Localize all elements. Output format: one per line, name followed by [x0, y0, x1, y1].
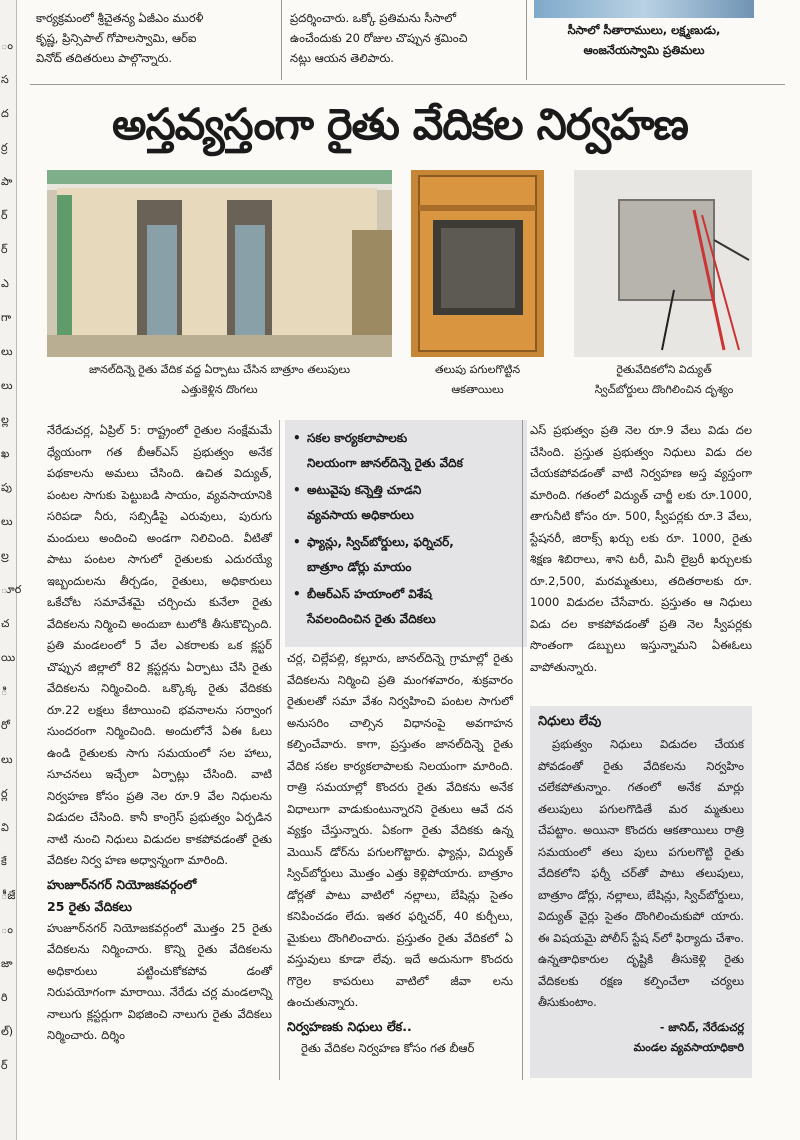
- article-paragraph: చర్ల, చిల్లేపల్లి, కల్లూరు, జానల్‌దిన్నె గ్రామాల్లో రైతు వేదికలను నిర్మించి ప్రతి మంగళవారం, శుక్రవారం రైతులతో సమా వేశం నిర్వహించి పంటల సాగులో అనుసరిం చాల్సిన విధానంపై అవగాహన కల్పించేవారు. కాగా, ప్రస్తుతం జానల్‌దిన్నె రైతు వేదిక సకల కార్యకలాపాలకు నిలయంగా మారింది. రాత్రి సమయాల్లో కొందరు రైతు వేదికను అనేక విధాలుగా వాడుకుంటున్నారని రైతులు ఆవే దన వ్యక్తం చేస్తున్నారు. ఏకంగా రైతు వేదికకు ఉన్న మెయిన్ డోర్‌ను పగులగొట్టారు. ఫ్యాన్లు, విద్యుత్ స్విచ్‌బోర్డులు మొత్తం ఎత్తు కెళ్లిపోయారు. బాత్రూం డోర్లతో పాటు వాటిలో నల్లాలు, బేషిన్లు సైతం కనిపించడం లేదు. ఇతర ఫర్నిచర్, 40 కుర్చీలు, మైకులు దొంగిలించారు. ప్రస్తుతం రైతు వేదికలో ఏ వస్తువులు కూడా లేవు. ఇదే అదునుగా కొందరు గొర్రెల కాపరులు వాటిలో జీవా లను ఉంచుతున్నారు.: [287, 651, 513, 1009]
- column-divider: [281, 0, 282, 80]
- subheading: 25 రైతు వేదికలు: [47, 898, 132, 914]
- caption-line: ఎత్తుకెళ్లిన దొంగలు: [181, 383, 258, 396]
- photo3-caption: [566, 360, 762, 400]
- strip-glyph: ర్: [1, 209, 8, 222]
- strip-glyph: పు: [1, 481, 12, 494]
- strip-glyph: రి: [1, 991, 8, 1004]
- photo-switchboard: [574, 170, 752, 357]
- article-column-3: [530, 420, 752, 678]
- highlight-line: నిలయంగా జానల్‌దిన్నె రైతు వేదిక: [307, 456, 463, 470]
- column-divider: [522, 420, 523, 1080]
- strip-glyph: ి: [1, 685, 8, 698]
- strip-glyph: జా: [1, 957, 13, 970]
- switchboard-illustration: [574, 170, 752, 357]
- bathroom-illustration: [47, 170, 392, 357]
- caption-line: ఆకతాయిలు: [451, 383, 504, 396]
- caption-line: స్విచ్‌బోర్డులు దొంగిలించిన దృశ్యం: [594, 383, 734, 396]
- article-paragraph: నేరేడుచర్ల, ఏప్రిల్ 5: రాష్ట్రంలో రైతుల సంక్షేమమే ధ్యేయంగా గత బీఆర్ఎస్ ప్రభుత్వం అనేక పథకాలను అమలు చేసింది. ఉచిత విద్యుత్, పంటల సాగుకు పెట్టుబడి సాయం, వ్యవసాయానికి సరిపడా నీరు, సబ్సిడీపై ఎరువులు, పురుగు మందులు అందించి అండగా నిలిచింది. వీటితో పాటు పంటల సాగులో రైతులకు ఎదురయ్యే ఇబ్బందులను తీర్చడం, రైతులు, అధికారులు ఒకేచోట సమావేశమై చర్చించు కునేలా రైతు వేదికలను నిర్మించి అందుబా టులోకి తీసుకొచ్చింది. ప్రతి మండలంలో 5 వేల ఎకరాలకు ఒక క్లస్టర్ చొప్పున జిల్లాలో 82 క్లస్టర్లను ఏర్పాటు చేసి రైతు వేదికలను నిర్మించింది. ఒక్కొక్క రైతు వేదికకు రూ.22 లక్షలు కేటాయించి భవనాలను సర్వాంగ సుందరంగా నిర్మించింది. అందులోనే ఏఈ ఓలు ఉండి రైతులకు సాగు సమయంలో సల హాలు, సూచనలు ఇచ్చేలా ఏర్పాట్లు చేసింది. వాటి నిర్వహణ కోసం ప్రతి నెల రూ.9 వేల నిధులను విడుదల చేసింది. కానీ కాంగ్రెస్ ప్రభుత్వం ఏర్పడిన నాటి నుంచి నిధులు విడుదల కాకపోవడంతో రైతు వేదికల నిర్వ హణ అధ్వాన్నంగా మారింది.: [47, 423, 272, 867]
- column-divider: [526, 0, 527, 80]
- headline: అస్తవ్యస్తంగా రైతు వేదికల నిర్వహణ: [112, 100, 688, 150]
- strip-glyph: ం: [1, 923, 13, 936]
- text-line: కృష్ణ, ప్రిన్సిపాల్ గోపాలస్వామి, ఆర్ఐ: [36, 31, 197, 45]
- highlight-line: బీఆర్ఎస్ హయాంలో విశేష: [307, 587, 432, 601]
- highlight-line: ఫ్యాన్లు, స్విచ్‌బోర్డులు, ఫర్నిచర్,: [307, 535, 454, 549]
- strip-glyph: లు: [1, 379, 13, 392]
- strip-glyph: యి: [1, 651, 16, 664]
- adjacent-article-strip: [0, 0, 22, 1140]
- strip-glyph: ర్ల: [1, 787, 8, 800]
- bullet-dot-icon: •: [293, 587, 301, 601]
- highlights-box: [285, 420, 527, 647]
- sidebar-signature-role: మండల వ్యవసాయాధికారి: [633, 1040, 744, 1054]
- strip-glyph: ద: [1, 107, 9, 120]
- strip-glyph: ూర: [1, 583, 22, 596]
- caption-line: రైతువేదికలోని విద్యుత్: [616, 363, 712, 376]
- strip-glyph: గా: [1, 311, 12, 324]
- article-paragraph: హుజూర్‌నగర్ నియోజకవర్గంలో మొత్తం 25 రైతు వేదికలను నిర్మించారు. కొన్ని రైతు వేదికలను అధికారులు పట్టించుకోకపోవ డంతో నిరుపయోగంగా మారాయి. నేరేడు చర్ల మండలాన్ని నాలుగు క్లస్టర్లుగా విభజించి నాలుగు రైతు వేదికలు నిర్మించారు. దిర్శిం: [47, 920, 272, 1042]
- highlight-line: బాత్రూం డోర్లు మాయం: [307, 560, 412, 574]
- article-paragraph: ఎస్ ప్రభుత్వం ప్రతి నెల రూ.9 వేలు విడు దల చేసింది. ప్రస్తుత ప్రభుత్వం నిధులు విడు దల చేయకపోవడంతో వాటి నిర్వహణ అస్త వ్యస్తంగా మారింది. గతంలో విద్యుత్ చార్జీ లకు రూ.1000, తాగునీటి కోసం రూ. 500, స్వీపర్లకు రూ.3 వేలు, స్టేషనరీ, జిరాక్స్ ఖర్చు లకు రూ. 1000, రైతు శిక్షణ శిబిరాలు, శాని టరీ, మినీ లైబ్రరీ ఖర్చులకు రూ.2,500, మరమ్మతులు, తదితరాలకు రూ. 1000 విడుదల చేసేవారు. ప్రస్తుతం ఆ నిధులు విడు దల కాకపోవడంతో ప్రతి నెల స్వీపర్లకు సొంతంగా డబ్బులు ఇస్తున్నామని ఏఈఓలు వాపోతున్నారు.: [530, 423, 752, 674]
- top-column-2: [290, 8, 522, 68]
- strip-glyph: వి: [1, 821, 9, 834]
- strip-glyph: ల్): [1, 1025, 14, 1038]
- article-column-2: [287, 648, 513, 1059]
- caption-line: జానల్‌దిన్నె రైతు వేదిక వద్ద ఏర్పాటు చేసిన బాత్రూం తలుపులు: [89, 363, 350, 376]
- strip-glyph: చ: [1, 617, 10, 630]
- strip-glyph: లు: [1, 753, 13, 766]
- highlight-line: వ్యవసాయ అధికారులు: [307, 508, 414, 522]
- strip-glyph: ల్ర: [1, 549, 9, 562]
- text-line: ప్రదర్శించారు. ఒక్కో ప్రతిమను సీసాలో: [290, 11, 457, 25]
- highlight-line: అటువైపు కన్నెత్తి చూడని: [307, 483, 422, 497]
- highlight-line: సకల కార్యకలాపాలకు: [307, 431, 408, 445]
- strip-glyph: ల్ల: [1, 413, 9, 426]
- subheading: హుజూర్‌నగర్ నియోజకవర్గంలో: [47, 876, 197, 892]
- top-photo: [534, 0, 754, 18]
- strip-glyph: ఎ: [1, 277, 9, 290]
- bullet-dot-icon: •: [293, 431, 301, 445]
- photo-broken-door: [411, 170, 544, 357]
- strip-glyph: లు: [1, 515, 13, 528]
- article-paragraph: రైతు వేదికల నిర్వహణ కోసం గత బీఆర్: [301, 1040, 475, 1055]
- sidebar-signature: - జానిద్, నేరేడుచర్ల: [659, 1020, 744, 1034]
- door-illustration: [411, 170, 544, 357]
- photo-bathroom-doors: [47, 170, 392, 357]
- highlights-list: [291, 426, 521, 632]
- highlight-item: [291, 582, 521, 632]
- sidebar-body: ప్రభుత్వం నిధులు విడుదల చేయక పోవడంతో రైతు వేదికలను నిర్వహిం చలేకపోతున్నాం. గతంలో అనేక మార్లు తలుపులు పగులగొడితే మర మ్మతులు చేపట్టాం. అయినా కొందరు ఆకతాయిలు రాత్రి సమయంలో తలు పులు పగులగొట్టి రైతు వేదికలోని ఫర్నీ చర్‌తో పాటు తలుపులు, బాత్రూం డోర్లు, నల్లాలు, బేషిన్లు, స్విచ్‌బోర్డులు, విద్యుత్ వైర్లు సైతం దొంగిలించుకుపో యారు. ఈ విషయమై పోలీస్ స్టేష న్‌లో ఫిర్యాదు చేశాం. ఉన్నతాధికారుల దృష్టికి తీసుకెళ్లి రైతు వేదికలకు రక్షణ కల్పించేలా చర్యలు తీసుకుంటాం.: [538, 737, 744, 1009]
- text-line: వినోద్ తదితరులు పాల్గొన్నారు.: [36, 51, 172, 65]
- caption-line: ఆంజనేయస్వామి ప్రతిమలు: [583, 43, 705, 57]
- subheading: నిర్వహణకు నిధులు లేక..: [287, 1018, 412, 1034]
- highlight-item: [291, 478, 521, 528]
- text-line: ఉంచేందుకు 20 రోజుల చొప్పున శ్రమించి: [290, 31, 468, 45]
- highlight-item: [291, 530, 521, 580]
- strip-glyph: కే: [1, 855, 7, 868]
- column-divider: [279, 420, 280, 1080]
- top-column-1: [36, 8, 276, 68]
- strip-glyph: ఖ: [1, 447, 10, 460]
- photo1-caption: [47, 360, 392, 400]
- strip-glyph: ీజే: [1, 889, 16, 902]
- bullet-dot-icon: •: [293, 483, 301, 497]
- strip-glyph: ం: [1, 39, 13, 52]
- top-divider: [30, 84, 785, 85]
- bullet-dot-icon: •: [293, 535, 301, 549]
- strip-glyph: ర్: [1, 1059, 8, 1072]
- strip-glyph: ర్ర: [1, 141, 8, 154]
- caption-line: సీసాలో సీతారాములు, లక్ష్మణుడు,: [567, 23, 721, 37]
- sidebar-title: నిధులు లేవు: [538, 714, 602, 729]
- text-line: కార్యక్రమంలో శ్రీచైతన్య ఏజీఎం మురళీ: [36, 11, 204, 25]
- photo2-caption: [405, 360, 550, 400]
- top-photo-caption: [534, 20, 754, 60]
- strip-glyph: రో: [1, 719, 10, 732]
- strip-glyph: ర్: [1, 243, 8, 256]
- caption-line: తలుపు పగులగొట్టిన: [434, 363, 521, 376]
- strip-glyph: స: [1, 73, 9, 86]
- highlight-item: [291, 426, 521, 476]
- quote-sidebar: [530, 706, 752, 1078]
- strip-glyph: పా: [1, 175, 13, 188]
- strip-glyph: లు: [1, 345, 13, 358]
- text-line: నట్లు ఆయన తెలిపారు.: [290, 51, 394, 65]
- article-column-1: [47, 420, 272, 1047]
- highlight-line: సేవలందించిన రైతు వేదికలు: [307, 612, 436, 626]
